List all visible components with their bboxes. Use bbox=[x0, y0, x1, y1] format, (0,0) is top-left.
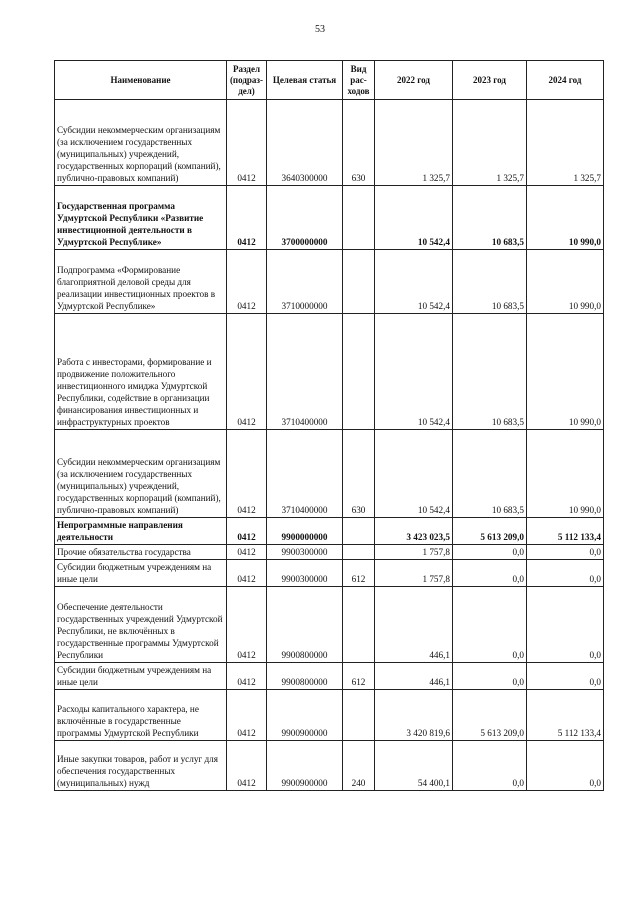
row-target: 9900900000 bbox=[267, 690, 343, 741]
row-2024: 10 990,0 bbox=[527, 186, 604, 250]
row-2023: 10 683,5 bbox=[453, 250, 527, 314]
row-2022: 3 423 023,5 bbox=[375, 518, 453, 545]
header-name: Наименование bbox=[55, 61, 227, 100]
row-name: Прочие обязательства государства bbox=[55, 545, 227, 560]
table-row bbox=[55, 663, 604, 690]
table-row bbox=[55, 587, 604, 663]
row-name: Подпрограмма «Формирование благоприятной деловой среды для реализации инвестиционных проектов в Удмуртской Республике» bbox=[55, 250, 227, 314]
row-section: 0412 bbox=[227, 430, 267, 518]
row-2022: 10 542,4 bbox=[375, 430, 453, 518]
row-2024: 1 325,7 bbox=[527, 100, 604, 186]
row-target: 3710400000 bbox=[267, 430, 343, 518]
table-row bbox=[55, 690, 604, 741]
row-type bbox=[343, 186, 375, 250]
row-name: Непрограммные направления деятельности bbox=[55, 518, 227, 545]
table-header-row bbox=[55, 61, 604, 100]
row-name: Субсидии некоммерческим организациям (за исключением государственных (муниципальных) учреждений, государственных корпораций (компаний), публично-правовых компаний) bbox=[55, 100, 227, 186]
row-target: 9900300000 bbox=[267, 545, 343, 560]
row-section: 0412 bbox=[227, 741, 267, 791]
page-number: 53 bbox=[315, 24, 325, 35]
row-name: Государственная программа Удмуртской Республики «Развитие инвестиционной деятельности в Удмуртской Республике» bbox=[55, 186, 227, 250]
row-target: 9900900000 bbox=[267, 741, 343, 791]
row-section: 0412 bbox=[227, 518, 267, 545]
row-2023: 0,0 bbox=[453, 663, 527, 690]
row-2023: 0,0 bbox=[453, 545, 527, 560]
header-expense-type: Вид рас-ходов bbox=[343, 61, 375, 100]
row-2022: 1 757,8 bbox=[375, 560, 453, 587]
row-2023: 1 325,7 bbox=[453, 100, 527, 186]
row-section: 0412 bbox=[227, 186, 267, 250]
row-section: 0412 bbox=[227, 690, 267, 741]
row-target: 3710400000 bbox=[267, 314, 343, 430]
row-name: Обеспечение деятельности государственных учреждений Удмуртской Республики, не включённых в государственные программы Удмуртской Республики bbox=[55, 587, 227, 663]
row-2024: 10 990,0 bbox=[527, 250, 604, 314]
row-name: Субсидии некоммерческим организациям (за исключением государственных (муниципальных) учреждений, государственных корпораций (компаний), публично-правовых компаний) bbox=[55, 430, 227, 518]
row-type bbox=[343, 587, 375, 663]
row-target: 9900000000 bbox=[267, 518, 343, 545]
header-target: Целевая статья bbox=[267, 61, 343, 100]
row-2024: 0,0 bbox=[527, 545, 604, 560]
row-section: 0412 bbox=[227, 250, 267, 314]
row-type: 612 bbox=[343, 663, 375, 690]
row-name: Расходы капитального характера, не включённые в государственные программы Удмуртской Республики bbox=[55, 690, 227, 741]
header-2023: 2023 год bbox=[453, 61, 527, 100]
row-name: Субсидии бюджетным учреждениям на иные цели bbox=[55, 663, 227, 690]
table-row bbox=[55, 186, 604, 250]
row-target: 9900800000 bbox=[267, 663, 343, 690]
row-type bbox=[343, 250, 375, 314]
row-2023: 10 683,5 bbox=[453, 186, 527, 250]
row-2022: 10 542,4 bbox=[375, 314, 453, 430]
header-2022: 2022 год bbox=[375, 61, 453, 100]
row-type: 630 bbox=[343, 430, 375, 518]
row-2023: 5 613 209,0 bbox=[453, 690, 527, 741]
table-row bbox=[55, 518, 604, 545]
table-row bbox=[55, 545, 604, 560]
row-type: 630 bbox=[343, 100, 375, 186]
row-target: 9900300000 bbox=[267, 560, 343, 587]
row-target: 3700000000 bbox=[267, 186, 343, 250]
row-target: 3710000000 bbox=[267, 250, 343, 314]
row-type: 240 bbox=[343, 741, 375, 791]
row-name: Работа с инвесторами, формирование и продвижение положительного инвестиционного имиджа Удмуртской Республики, содействие в организации финансирования инвестиционных и инфраструктурных проектов bbox=[55, 314, 227, 430]
row-2024: 5 112 133,4 bbox=[527, 690, 604, 741]
row-2022: 446,1 bbox=[375, 587, 453, 663]
row-target: 3640300000 bbox=[267, 100, 343, 186]
table-row bbox=[55, 741, 604, 791]
table-row bbox=[55, 314, 604, 430]
row-2022: 10 542,4 bbox=[375, 186, 453, 250]
row-2023: 10 683,5 bbox=[453, 430, 527, 518]
row-name: Иные закупки товаров, работ и услуг для обеспечения государственных (муниципальных) нужд bbox=[55, 741, 227, 791]
row-2024: 5 112 133,4 bbox=[527, 518, 604, 545]
row-2024: 0,0 bbox=[527, 587, 604, 663]
row-2022: 54 400,1 bbox=[375, 741, 453, 791]
row-type: 612 bbox=[343, 560, 375, 587]
row-2023: 0,0 bbox=[453, 741, 527, 791]
row-section: 0412 bbox=[227, 560, 267, 587]
row-2023: 10 683,5 bbox=[453, 314, 527, 430]
row-2022: 1 325,7 bbox=[375, 100, 453, 186]
row-2024: 0,0 bbox=[527, 663, 604, 690]
row-section: 0412 bbox=[227, 545, 267, 560]
row-section: 0412 bbox=[227, 314, 267, 430]
row-2024: 0,0 bbox=[527, 741, 604, 791]
row-2022: 446,1 bbox=[375, 663, 453, 690]
table-row bbox=[55, 430, 604, 518]
row-type bbox=[343, 545, 375, 560]
row-section: 0412 bbox=[227, 100, 267, 186]
row-2023: 0,0 bbox=[453, 587, 527, 663]
budget-table bbox=[54, 60, 604, 791]
header-section: Раздел (подраз-дел) bbox=[227, 61, 267, 100]
row-type bbox=[343, 314, 375, 430]
row-type bbox=[343, 690, 375, 741]
row-2024: 0,0 bbox=[527, 560, 604, 587]
table-row bbox=[55, 560, 604, 587]
row-name: Субсидии бюджетным учреждениям на иные цели bbox=[55, 560, 227, 587]
row-section: 0412 bbox=[227, 587, 267, 663]
row-2022: 3 420 819,6 bbox=[375, 690, 453, 741]
row-target: 9900800000 bbox=[267, 587, 343, 663]
table-row bbox=[55, 250, 604, 314]
row-2024: 10 990,0 bbox=[527, 430, 604, 518]
row-2024: 10 990,0 bbox=[527, 314, 604, 430]
table-row bbox=[55, 100, 604, 186]
row-2023: 5 613 209,0 bbox=[453, 518, 527, 545]
row-2023: 0,0 bbox=[453, 560, 527, 587]
row-2022: 1 757,8 bbox=[375, 545, 453, 560]
row-section: 0412 bbox=[227, 663, 267, 690]
header-2024: 2024 год bbox=[527, 61, 604, 100]
row-type bbox=[343, 518, 375, 545]
row-2022: 10 542,4 bbox=[375, 250, 453, 314]
